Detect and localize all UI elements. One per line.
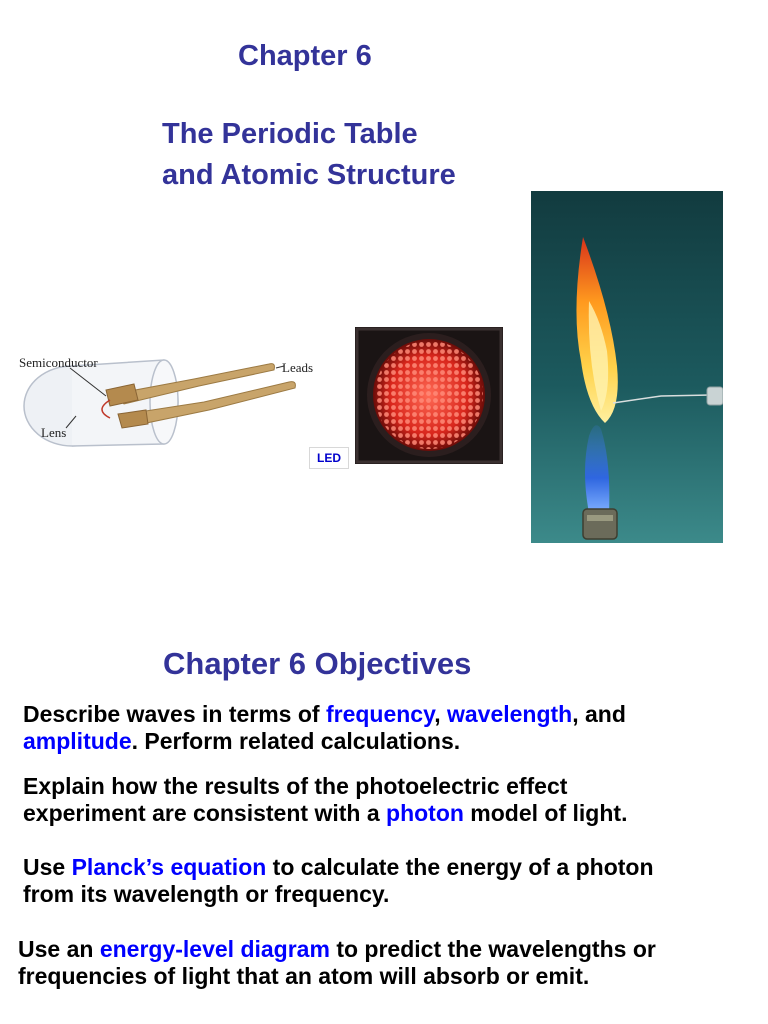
- objective-text: to calculate the energy of a photon: [266, 854, 654, 880]
- objective-line: [23, 854, 654, 881]
- objective-line: [23, 701, 626, 728]
- chapter-subtitle-line2: and Atomic Structure: [162, 159, 456, 191]
- key-term: wavelength: [446, 701, 573, 727]
- led-traffic-light-photo: [355, 327, 503, 464]
- objective-text: Use: [23, 854, 72, 880]
- label-leads: Leads: [282, 360, 314, 375]
- objective-line: from its wavelength or frequency.: [23, 881, 390, 907]
- objective-text: to predict the wavelengths or: [329, 936, 656, 962]
- flame-test-photo: [531, 191, 723, 543]
- objective-text: Use an: [18, 936, 100, 962]
- objective-text: experiment are consistent with a: [23, 800, 387, 826]
- objective-text: , and: [572, 701, 626, 727]
- label-semiconductor: Semiconductor: [19, 355, 98, 370]
- objective-item: [23, 854, 654, 908]
- label-lens: Lens: [41, 425, 67, 440]
- key-term: amplitude: [23, 728, 132, 754]
- objective-line: [18, 936, 656, 963]
- objective-text: model of light.: [463, 800, 628, 826]
- objective-text: Describe waves in terms of: [23, 701, 326, 727]
- led-caption-label: LED: [309, 447, 349, 469]
- objective-line: Explain how the results of the photoelectric effect: [23, 773, 568, 799]
- objective-text: . Perform related calculations.: [131, 728, 461, 754]
- objective-item: [18, 936, 656, 990]
- key-term: frequency: [325, 701, 435, 727]
- objective-line: [23, 800, 627, 827]
- objective-item: [23, 701, 626, 755]
- key-term: photon: [386, 800, 464, 826]
- key-term: Planck’s equation: [71, 854, 267, 880]
- key-term: energy-level diagram: [99, 936, 330, 962]
- objective-text: ,: [434, 701, 447, 727]
- objectives-heading: Chapter 6 Objectives: [163, 646, 472, 681]
- objective-item: [23, 773, 627, 827]
- chapter-heading: Chapter 6: [238, 40, 372, 72]
- objective-line: [23, 728, 626, 755]
- objective-line: frequencies of light that an atom will absorb or emit.: [18, 963, 590, 989]
- chapter-subtitle-line1: The Periodic Table: [162, 118, 418, 150]
